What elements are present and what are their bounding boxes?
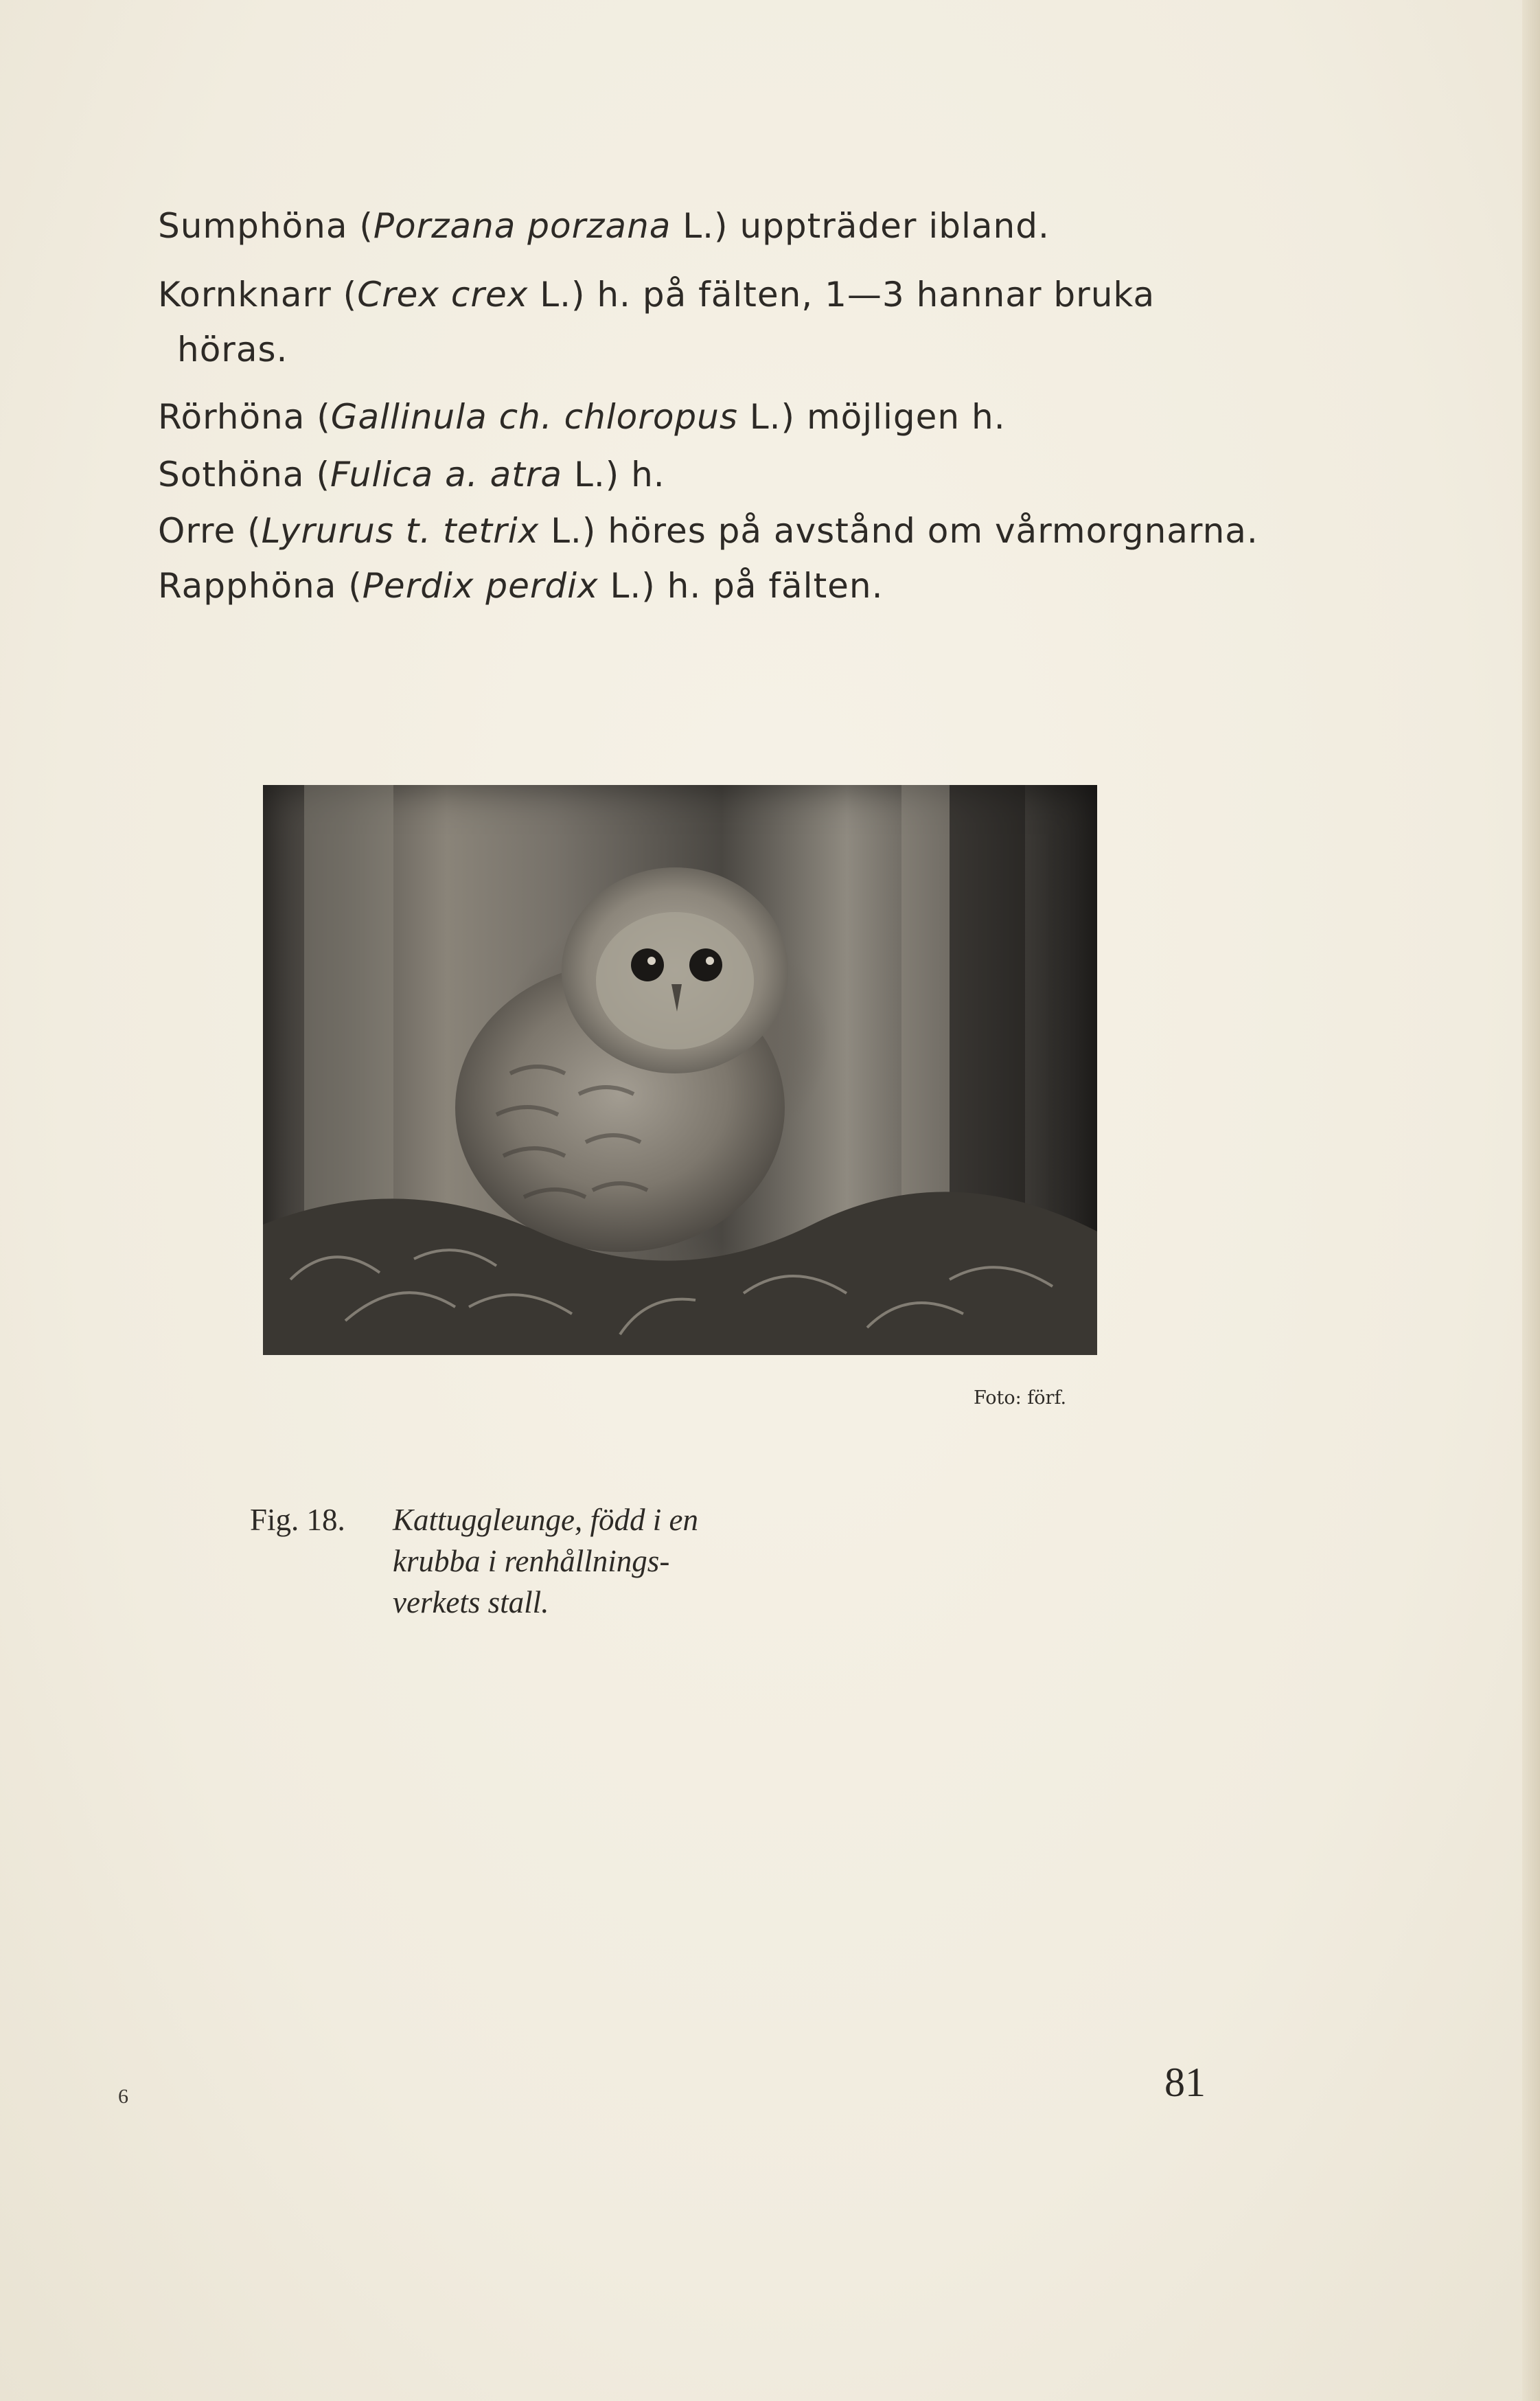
photo-credit: Foto: förf. bbox=[974, 1387, 1067, 1409]
species-note: L.) möjligen h. bbox=[737, 397, 1006, 437]
figure-caption bbox=[393, 1499, 722, 1623]
species-name: Kornknarr bbox=[158, 275, 332, 315]
species-entry bbox=[158, 275, 1155, 315]
species-entry bbox=[158, 566, 884, 606]
paren-open: ( bbox=[336, 566, 363, 606]
species-name: Rörhöna bbox=[158, 397, 306, 437]
species-note: L.) höres på avstånd om vårmorgnarna. bbox=[539, 511, 1259, 551]
owl-illustration bbox=[263, 785, 1097, 1355]
scientific-name: Crex crex bbox=[357, 275, 529, 315]
species-name: Sumphöna bbox=[158, 206, 348, 246]
species-entry bbox=[158, 206, 1050, 246]
caption-line: krubba i renhållnings- bbox=[393, 1544, 670, 1578]
paren-open: ( bbox=[305, 397, 331, 437]
page-number: 81 bbox=[1164, 2060, 1206, 2105]
scientific-name: Perdix perdix bbox=[362, 566, 599, 606]
owl-facial-disc bbox=[596, 912, 754, 1049]
paren-open: ( bbox=[331, 275, 358, 315]
species-note: L.) h. på fälten, 1—3 hannar bruka bbox=[528, 275, 1156, 315]
page-edge bbox=[1522, 0, 1540, 2401]
species-entry-continuation: höras. bbox=[177, 330, 288, 369]
owl-photograph bbox=[263, 785, 1097, 1355]
paren-open: ( bbox=[304, 455, 330, 494]
scientific-name: Lyrurus t. tetrix bbox=[261, 511, 540, 551]
species-note: L.) h. på fälten. bbox=[598, 566, 884, 606]
scientific-name: Gallinula ch. chloropus bbox=[330, 397, 738, 437]
scientific-name: Porzana porzana bbox=[373, 206, 671, 246]
caption-line: verkets stall. bbox=[393, 1585, 549, 1619]
figure-label: Fig. 18. bbox=[250, 1503, 345, 1537]
printer-signature: 6 bbox=[118, 2085, 128, 2108]
paren-open: ( bbox=[235, 511, 262, 551]
scientific-name: Fulica a. atra bbox=[330, 455, 563, 494]
species-entry bbox=[158, 511, 1259, 551]
species-entry bbox=[158, 397, 1006, 437]
owl-eye-left bbox=[631, 948, 664, 981]
caption-line: Kattuggleunge, född i en bbox=[393, 1503, 698, 1537]
species-entry bbox=[158, 455, 665, 494]
species-note: L.) h. bbox=[562, 455, 665, 494]
species-name: Rapphöna bbox=[158, 566, 337, 606]
species-name: Orre bbox=[158, 511, 236, 551]
species-note: L.) uppträder ibland. bbox=[671, 206, 1050, 246]
species-name: Sothöna bbox=[158, 455, 305, 494]
paren-open: ( bbox=[347, 206, 373, 246]
owl-eye-right bbox=[689, 948, 722, 981]
